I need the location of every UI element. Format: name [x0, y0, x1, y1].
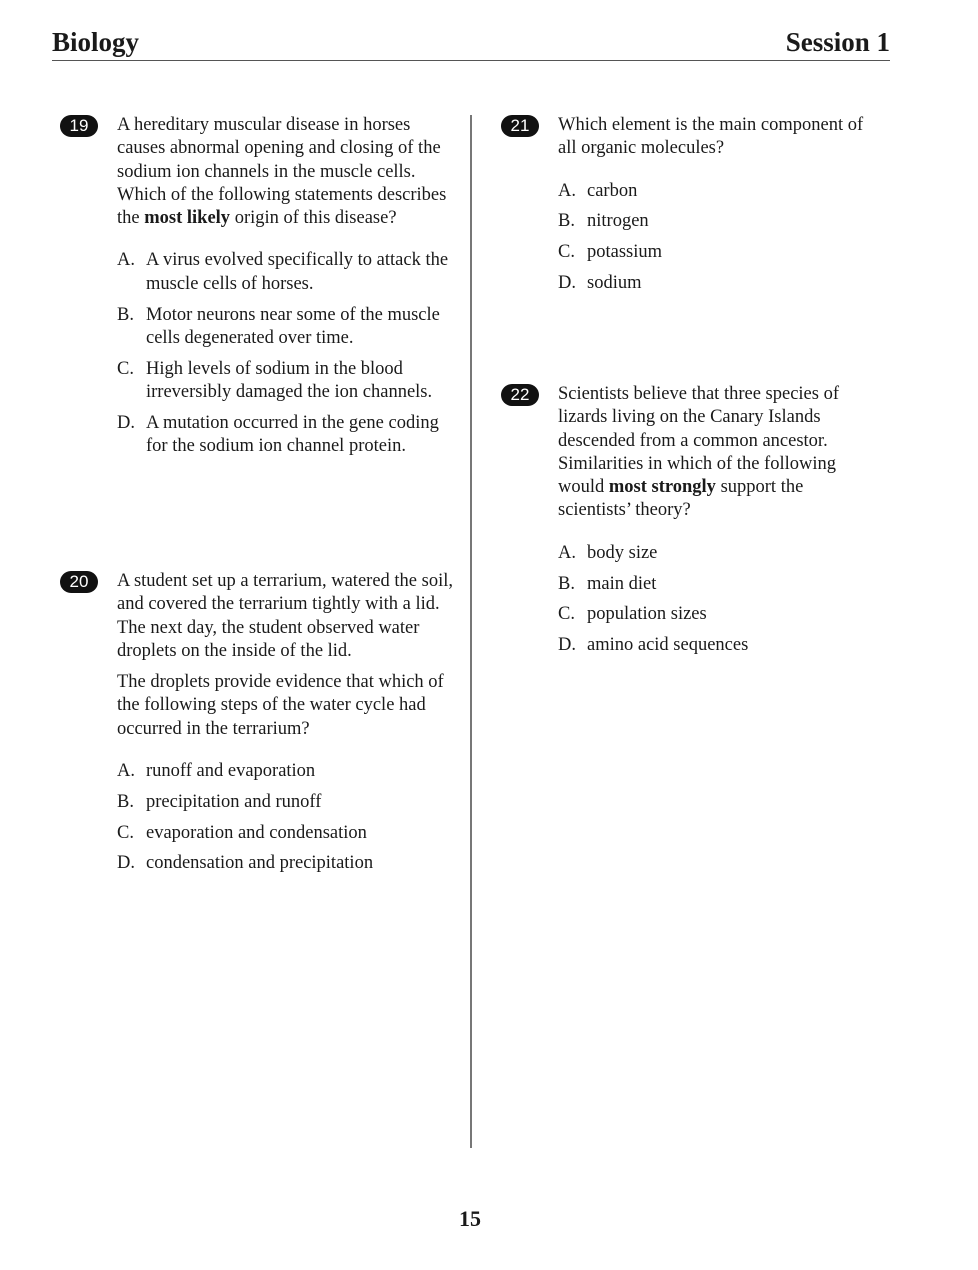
stem-emphasis: most strongly: [608, 477, 716, 498]
stem-emphasis: most likely: [144, 208, 231, 229]
choice-text: population sizes: [587, 604, 707, 625]
session-title: Session 1: [785, 27, 890, 57]
question-stem: [117, 114, 457, 230]
answer-choice-a[interactable]: [117, 249, 457, 296]
question-22: [510, 383, 878, 665]
question-stem: Which element is the main component of all organic molecules?: [558, 115, 864, 159]
question-20: [69, 570, 457, 883]
stem-text: support the scientists’ theory?: [558, 477, 804, 521]
question-number-badge: 19: [60, 115, 98, 137]
question-21: [510, 114, 878, 303]
answer-choice-d[interactable]: [117, 412, 457, 459]
answer-choice-d[interactable]: [117, 852, 457, 875]
answer-choice-a[interactable]: [117, 760, 457, 783]
answer-choice-c[interactable]: [558, 603, 878, 626]
choice-letter: C.: [558, 242, 575, 263]
choice-text: potassium: [587, 242, 663, 263]
answer-choice-c[interactable]: [558, 241, 878, 264]
question-stem-continued: The droplets provide evidence that which of the following steps of the water cycle had occurred in the terrarium?: [117, 672, 444, 739]
answer-choice-c[interactable]: [117, 822, 457, 845]
question-number-badge: 20: [60, 571, 98, 593]
choice-letter: D.: [117, 412, 135, 433]
answer-choice-a[interactable]: [558, 542, 878, 565]
choice-text: amino acid sequences: [587, 635, 749, 656]
page-header: [52, 26, 890, 61]
subject-title: Biology: [52, 27, 140, 57]
answer-choices: [117, 760, 457, 876]
choice-letter: A.: [558, 542, 576, 563]
choice-text: High levels of sodium in the blood irreversibly damaged the ion channels.: [146, 358, 433, 402]
choice-text: evaporation and condensation: [146, 822, 367, 843]
answer-choice-a[interactable]: [558, 180, 878, 203]
choice-text: A mutation occurred in the gene coding for the sodium ion channel protein.: [146, 412, 439, 457]
column-divider: [470, 115, 472, 1148]
choice-letter: A.: [558, 180, 576, 201]
choice-letter: C.: [117, 822, 134, 843]
answer-choices: [558, 542, 878, 658]
answer-choices: [117, 249, 457, 458]
answer-choice-b[interactable]: [117, 304, 457, 351]
question-stem: A student set up a terrarium, watered the soil, and covered the terrarium tightly with a lid. The next day, the student observed water droplets on the inside of the lid.: [117, 571, 453, 661]
page-number: 15: [459, 1206, 481, 1231]
answer-choices: [558, 180, 878, 296]
stem-text: origin of this disease?: [230, 208, 397, 229]
question-stem: [558, 383, 878, 523]
choice-letter: A.: [117, 250, 135, 271]
choice-text: sodium: [587, 272, 642, 293]
choice-letter: D.: [117, 853, 135, 874]
choice-letter: C.: [117, 358, 134, 379]
choice-letter: C.: [558, 604, 575, 625]
choice-text: body size: [587, 542, 658, 563]
stem-text: A hereditary muscular disease in horses causes abnormal opening and closing of the sodium ion channels in the muscle cells. Which of the following statements describes the: [117, 115, 447, 229]
choice-text: A virus evolved specifically to attack the muscle cells of horses.: [146, 250, 449, 294]
choice-text: nitrogen: [587, 211, 649, 232]
answer-choice-d[interactable]: [558, 272, 878, 295]
choice-letter: B.: [558, 211, 575, 232]
choice-letter: B.: [117, 791, 134, 812]
answer-choice-d[interactable]: [558, 634, 878, 657]
question-number-badge: 21: [501, 115, 539, 137]
stem-text: Scientists believe that three species of lizards living on the Canary Islands descended from a common ancestor. Similarities in which of the following would: [558, 384, 840, 498]
answer-choice-c[interactable]: [117, 358, 457, 405]
answer-choice-b[interactable]: [558, 210, 878, 233]
question-19: [69, 114, 457, 466]
question-number-badge: 22: [501, 384, 539, 406]
choice-letter: D.: [558, 635, 576, 656]
choice-letter: D.: [558, 272, 576, 293]
answer-choice-b[interactable]: [117, 791, 457, 814]
choice-text: condensation and precipitation: [146, 853, 374, 874]
choice-text: runoff and evaporation: [146, 761, 316, 782]
choice-letter: B.: [117, 304, 134, 325]
answer-choice-b[interactable]: [558, 573, 878, 596]
choice-letter: B.: [558, 573, 575, 594]
choice-text: main diet: [587, 573, 657, 594]
choice-text: carbon: [587, 180, 638, 201]
choice-text: precipitation and runoff: [146, 791, 322, 812]
choice-letter: A.: [117, 761, 135, 782]
choice-text: Motor neurons near some of the muscle cells degenerated over time.: [146, 304, 440, 348]
